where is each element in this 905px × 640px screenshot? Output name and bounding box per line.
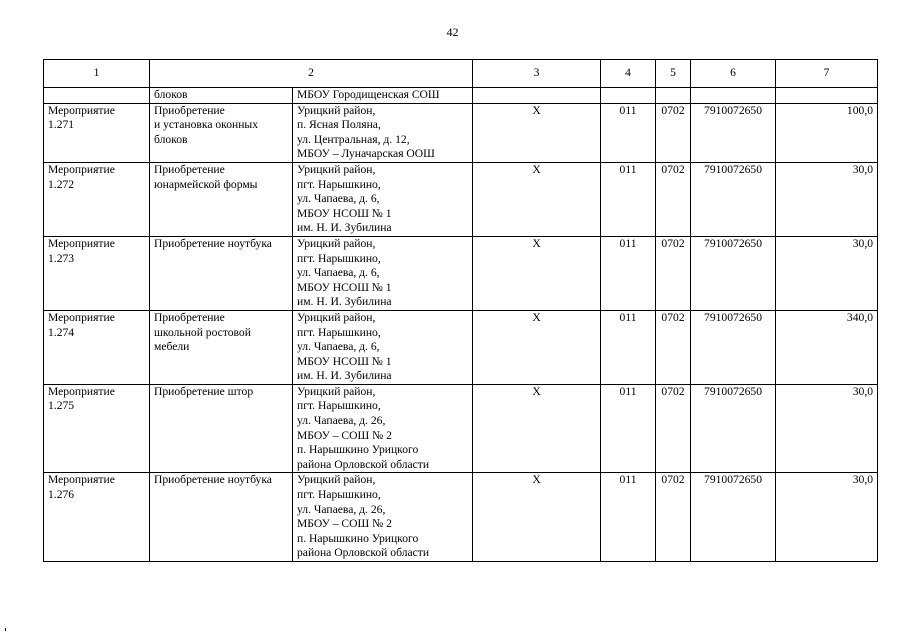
addr-line: пгт. Нарышкино,: [297, 399, 381, 413]
cell-col-3: Х: [473, 384, 601, 473]
addr-line: пгт. Нарышкино,: [297, 251, 381, 265]
cell-event-id: [44, 310, 150, 384]
cell-event-id: [44, 473, 150, 562]
name-line: Приобретение штор: [154, 384, 254, 398]
cell-col-6: 7910072650: [691, 162, 776, 236]
addr-line: им. Н. И. Зубилина: [297, 295, 392, 309]
addr-line: п. Нарышкино Урицкого: [297, 531, 419, 545]
cell-col-4: 011: [601, 310, 656, 384]
addr-line: ул. Центральная, д. 12,: [297, 132, 410, 146]
table-row: [44, 162, 878, 236]
table-row: [44, 236, 878, 310]
id-line: 1.276: [48, 488, 75, 502]
header-cell-4: 4: [601, 60, 656, 88]
cell-col-7: 30,0: [776, 384, 878, 473]
name-line: школьной ростовой: [154, 325, 251, 339]
addr-line: Урицкий район,: [297, 310, 376, 324]
cell-col-6: 7910072650: [691, 384, 776, 473]
id-line: 1.274: [48, 325, 75, 339]
cell-event-id: [44, 236, 150, 310]
header-cell-5: 5: [656, 60, 691, 88]
id-line: Мероприятие: [48, 162, 115, 176]
table-row: [44, 310, 878, 384]
header-cell-7: 7: [776, 60, 878, 88]
addr-line: МБОУ – СОШ № 2: [297, 428, 392, 442]
id-line: 1.272: [48, 177, 75, 191]
table-row: [44, 103, 878, 162]
addr-line: ул. Чапаева, д. 26,: [297, 414, 386, 428]
id-line: Мероприятие: [48, 103, 115, 117]
id-line: Мероприятие: [48, 473, 115, 487]
header-row: [44, 60, 878, 88]
cell-col-3: Х: [473, 103, 601, 162]
addr-line: им. Н. И. Зубилина: [297, 221, 392, 235]
table-row: [44, 473, 878, 562]
cell-col-4: 011: [601, 236, 656, 310]
addr-line: МБОУ НСОШ № 1: [297, 206, 392, 220]
cell-address: [293, 310, 473, 384]
cell-col-5: 0702: [656, 162, 691, 236]
cell-col-5: 0702: [656, 103, 691, 162]
addr-line: МБОУ – СОШ № 2: [297, 517, 392, 531]
cell-address: [293, 473, 473, 562]
name-line: юнармейской формы: [154, 177, 258, 191]
cell-col-7: 100,0: [776, 103, 878, 162]
continuation-cell-5: [656, 88, 691, 104]
cell-col-3: Х: [473, 473, 601, 562]
cell-col-4: 011: [601, 384, 656, 473]
addr-line: им. Н. И. Зубилина: [297, 369, 392, 383]
cell-col-3: Х: [473, 310, 601, 384]
continuation-cell-1: [44, 88, 150, 104]
addr-line: района Орловской области: [297, 546, 430, 560]
cell-address: [293, 236, 473, 310]
cell-event-id: [44, 162, 150, 236]
id-line: 1.273: [48, 251, 75, 265]
cell-address: [293, 103, 473, 162]
id-line: 1.271: [48, 118, 75, 132]
name-line: Приобретение ноутбука: [154, 473, 272, 487]
addr-line: ул. Чапаева, д. 6,: [297, 340, 380, 354]
addr-line: п. Нарышкино Урицкого: [297, 443, 419, 457]
header-cell-2: 2: [150, 60, 473, 88]
cell-event-name: [150, 310, 293, 384]
id-line: 1.275: [48, 399, 75, 413]
cell-col-5: 0702: [656, 473, 691, 562]
table-row: [44, 384, 878, 473]
page-number: 42: [446, 25, 459, 39]
cell-col-4: 011: [601, 103, 656, 162]
cell-col-6: 7910072650: [691, 236, 776, 310]
cell-col-7: 30,0: [776, 473, 878, 562]
cell-col-4: 011: [601, 162, 656, 236]
addr-line: Урицкий район,: [297, 103, 376, 117]
name-line: Приобретение: [154, 103, 225, 117]
id-line: Мероприятие: [48, 310, 115, 324]
continuation-cell-7: [776, 88, 878, 104]
continuation-cell-3: [473, 88, 601, 104]
name-line: Приобретение: [154, 310, 225, 324]
name-line: и установка оконных: [154, 118, 259, 132]
addr-line: МБОУ – Луначарская ООШ: [297, 147, 435, 161]
addr-line: пгт. Нарышкино,: [297, 488, 381, 502]
cell-event-name: [150, 162, 293, 236]
cell-col-5: 0702: [656, 310, 691, 384]
cell-address: [293, 162, 473, 236]
header-cell-1: 1: [44, 60, 150, 88]
name-line: Приобретение ноутбука: [154, 236, 272, 250]
header-cell-3: 3: [473, 60, 601, 88]
addr-line: ул. Чапаева, д. 6,: [297, 192, 380, 206]
continuation-cell-4: [601, 88, 656, 104]
continuation-row: [44, 88, 878, 104]
id-line: Мероприятие: [48, 384, 115, 398]
cell-col-5: 0702: [656, 236, 691, 310]
cell-col-4: 011: [601, 473, 656, 562]
addr-line: МБОУ НСОШ № 1: [297, 354, 392, 368]
cell-col-7: 30,0: [776, 236, 878, 310]
cell-event-id: [44, 103, 150, 162]
id-line: Мероприятие: [48, 236, 115, 250]
continuation-cell-2a: блоков: [150, 88, 293, 104]
header-cell-6: 6: [691, 60, 776, 88]
continuation-cell-2b: МБОУ Городищенская СОШ: [293, 88, 473, 104]
cell-address: [293, 384, 473, 473]
addr-line: района Орловской области: [297, 457, 430, 471]
cell-event-name: [150, 473, 293, 562]
scan-mark: [5, 628, 6, 631]
addr-line: Урицкий район,: [297, 473, 376, 487]
cell-col-3: Х: [473, 236, 601, 310]
cell-col-6: 7910072650: [691, 103, 776, 162]
addr-line: ул. Чапаева, д. 26,: [297, 502, 386, 516]
name-line: мебели: [154, 340, 190, 354]
cell-col-6: 7910072650: [691, 310, 776, 384]
addr-line: Урицкий район,: [297, 384, 376, 398]
cell-event-id: [44, 384, 150, 473]
continuation-cell-6: [691, 88, 776, 104]
addr-line: МБОУ НСОШ № 1: [297, 280, 392, 294]
addr-line: Урицкий район,: [297, 162, 376, 176]
cell-col-6: 7910072650: [691, 473, 776, 562]
cell-event-name: [150, 103, 293, 162]
name-line: Приобретение: [154, 162, 225, 176]
cell-event-name: [150, 384, 293, 473]
name-line: блоков: [154, 132, 188, 146]
addr-line: п. Ясная Поляна,: [297, 118, 381, 132]
addr-line: пгт. Нарышкино,: [297, 177, 381, 191]
addr-line: ул. Чапаева, д. 6,: [297, 266, 380, 280]
addr-line: пгт. Нарышкино,: [297, 325, 381, 339]
cell-col-7: 30,0: [776, 162, 878, 236]
budget-table: [43, 59, 878, 562]
cell-col-7: 340,0: [776, 310, 878, 384]
cell-col-3: Х: [473, 162, 601, 236]
addr-line: Урицкий район,: [297, 236, 376, 250]
cell-col-5: 0702: [656, 384, 691, 473]
cell-event-name: [150, 236, 293, 310]
